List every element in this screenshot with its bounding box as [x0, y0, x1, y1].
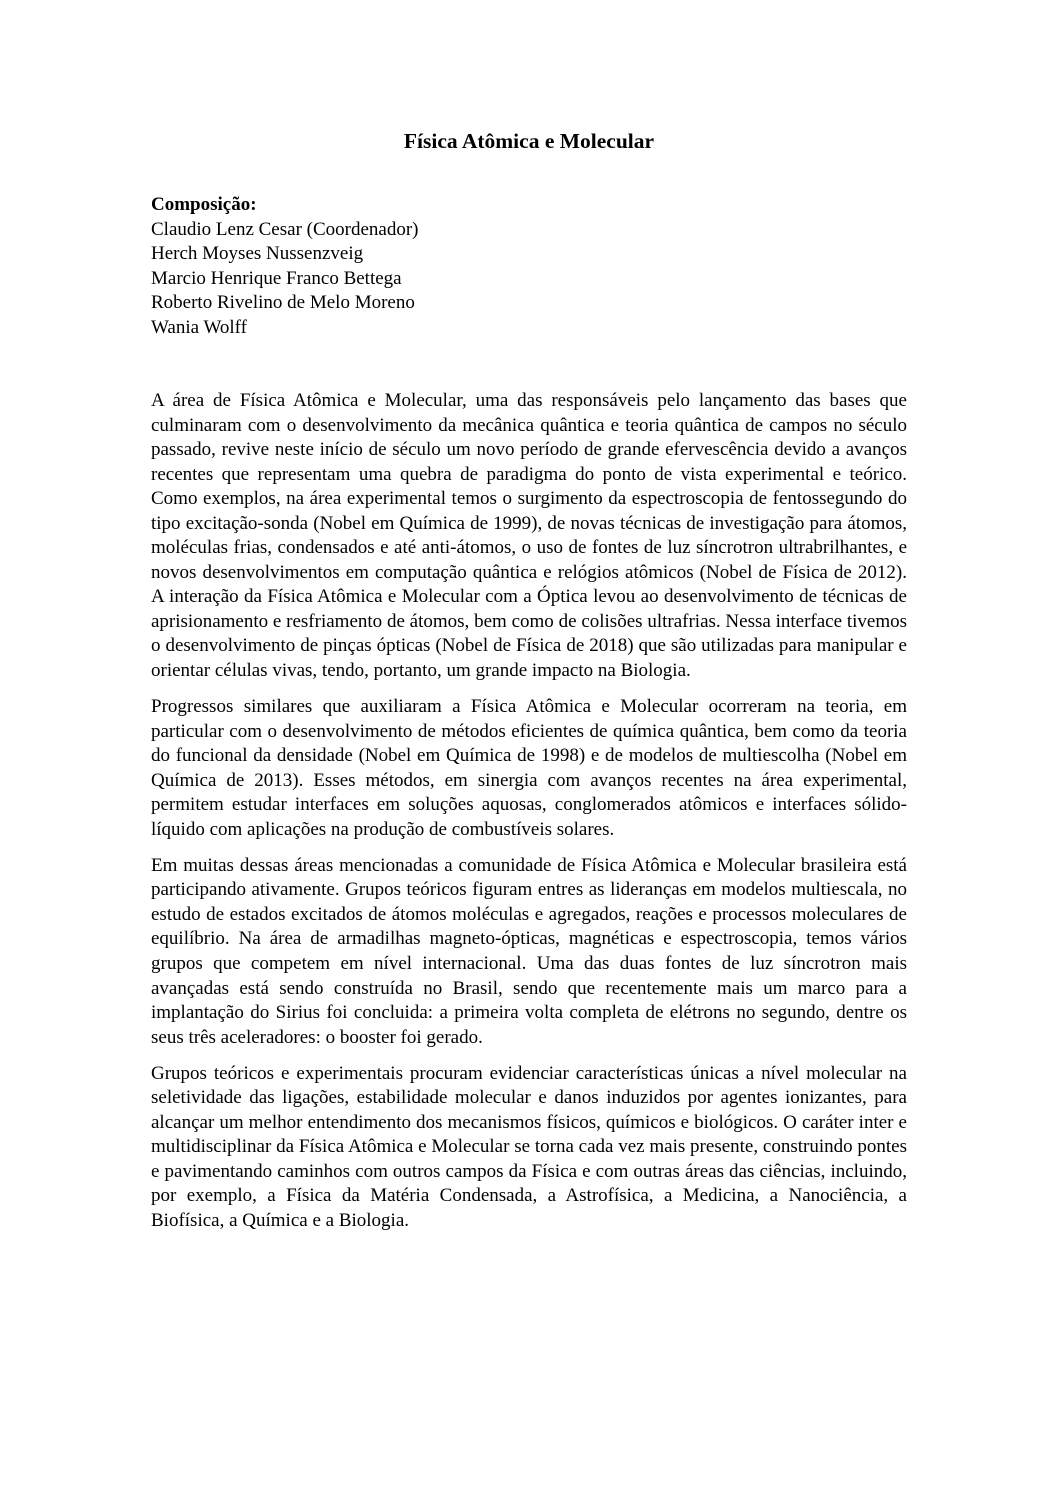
document-body	[151, 126, 907, 1245]
member-name: Herch Moyses Nussenzveig	[151, 243, 364, 264]
member-name: Roberto Rivelino de Melo Moreno	[151, 292, 415, 313]
member-name: Claudio Lenz Cesar (Coordenador)	[151, 218, 419, 240]
composition-heading: Composição:	[151, 194, 257, 215]
composition-section	[151, 193, 907, 340]
body-paragraph: Progressos similares que auxiliaram a Física Atômica e Molecular ocorreram na teoria, em particular com o desenvolvimento de métodos eficientes de química quântica, bem como da teoria do funcional da densidade (Nobel em Química de 1998) e de modelos de multiescolha (Nobel em Química de 2013). Esses métodos, em sinergia com avanços recentes na área experimental, permitem estudar interfaces em soluções aquosas, conglomerados atômicos e interfaces sólido-líquido com aplicações na produção de combustíveis solares.	[151, 696, 907, 840]
body-paragraph: Em muitas dessas áreas mencionadas a comunidade de Física Atômica e Molecular brasileira está participando ativamente. Grupos teóricos figuram entres as lideranças em modelos multiescala, no estudo de estados excitados de átomos moléculas e agregados, reações e processos moleculares de equilíbrio. Na área de armadilhas magneto-ópticas, magnéticas e espectroscopia, temos vários grupos que competem em nível internacional. Uma das duas fontes de luz síncrotron mais avançadas está sendo construída no Brasil, sendo que recentemente mais um marco para a implantação do Sirius foi concluida: a primeira volta completa de elétrons no segundo, dentre os seus três aceleradores: o booster foi gerado.	[151, 854, 907, 1048]
body-paragraph: Grupos teóricos e experimentais procuram evidenciar características únicas a nível molecular na seletividade das ligações, estabilidade molecular e danos induzidos por agentes ionizantes, para alcançar um melhor entendimento dos mecanismos físicos, químicos e biológicos. O caráter inter e multidisciplinar da Física Atômica e Molecular se torna cada vez mais presente, construindo pontes e pavimentando caminhos com outros campos da Física e com outras áreas das ciências, incluindo, por exemplo, a Física da Matéria Condensada, a Astrofísica, a Medicina, a Nanociência, a Biofísica, a Química e a Biologia.	[151, 1062, 907, 1231]
document-title: Física Atômica e Molecular	[403, 129, 655, 153]
member-name: Wania Wolff	[151, 316, 247, 338]
member-name: Marcio Henrique Franco Bettega	[151, 267, 402, 289]
body-paragraph: A área de Física Atômica e Molecular, uma das responsáveis pelo lançamento das bases que culminaram com o desenvolvimento da mecânica quântica e teoria quântica de campos no século passado, revive neste início de século um novo período de grande efervescência devido a avanços recentes que representam uma quebra de paradigma do ponto de vista experimental e teórico. Como exemplos, na área experimental temos o surgimento da espectroscopia de fentossegundo do tipo excitação-sonda (Nobel em Química de 1999), de novas técnicas de investigação para átomos, moléculas frias, condensados e até anti-átomos, o uso de fontes de luz síncrotron ultrabrilhantes, e novos desenvolvimentos em computação quântica e relógios atômicos (Nobel de Física de 2012). A interação da Física Atômica e Molecular com a Óptica levou ao desenvolvimento de técnicas de aprisionamento e resfriamento de átomos, bem como de colisões ultrafrias. Nessa interface tivemos o desenvolvimento de pinças ópticas (Nobel de Física de 2018) que são utilizadas para manipular e orientar células vivas, tendo, portanto, um grande impacto na Biologia.	[151, 390, 907, 682]
